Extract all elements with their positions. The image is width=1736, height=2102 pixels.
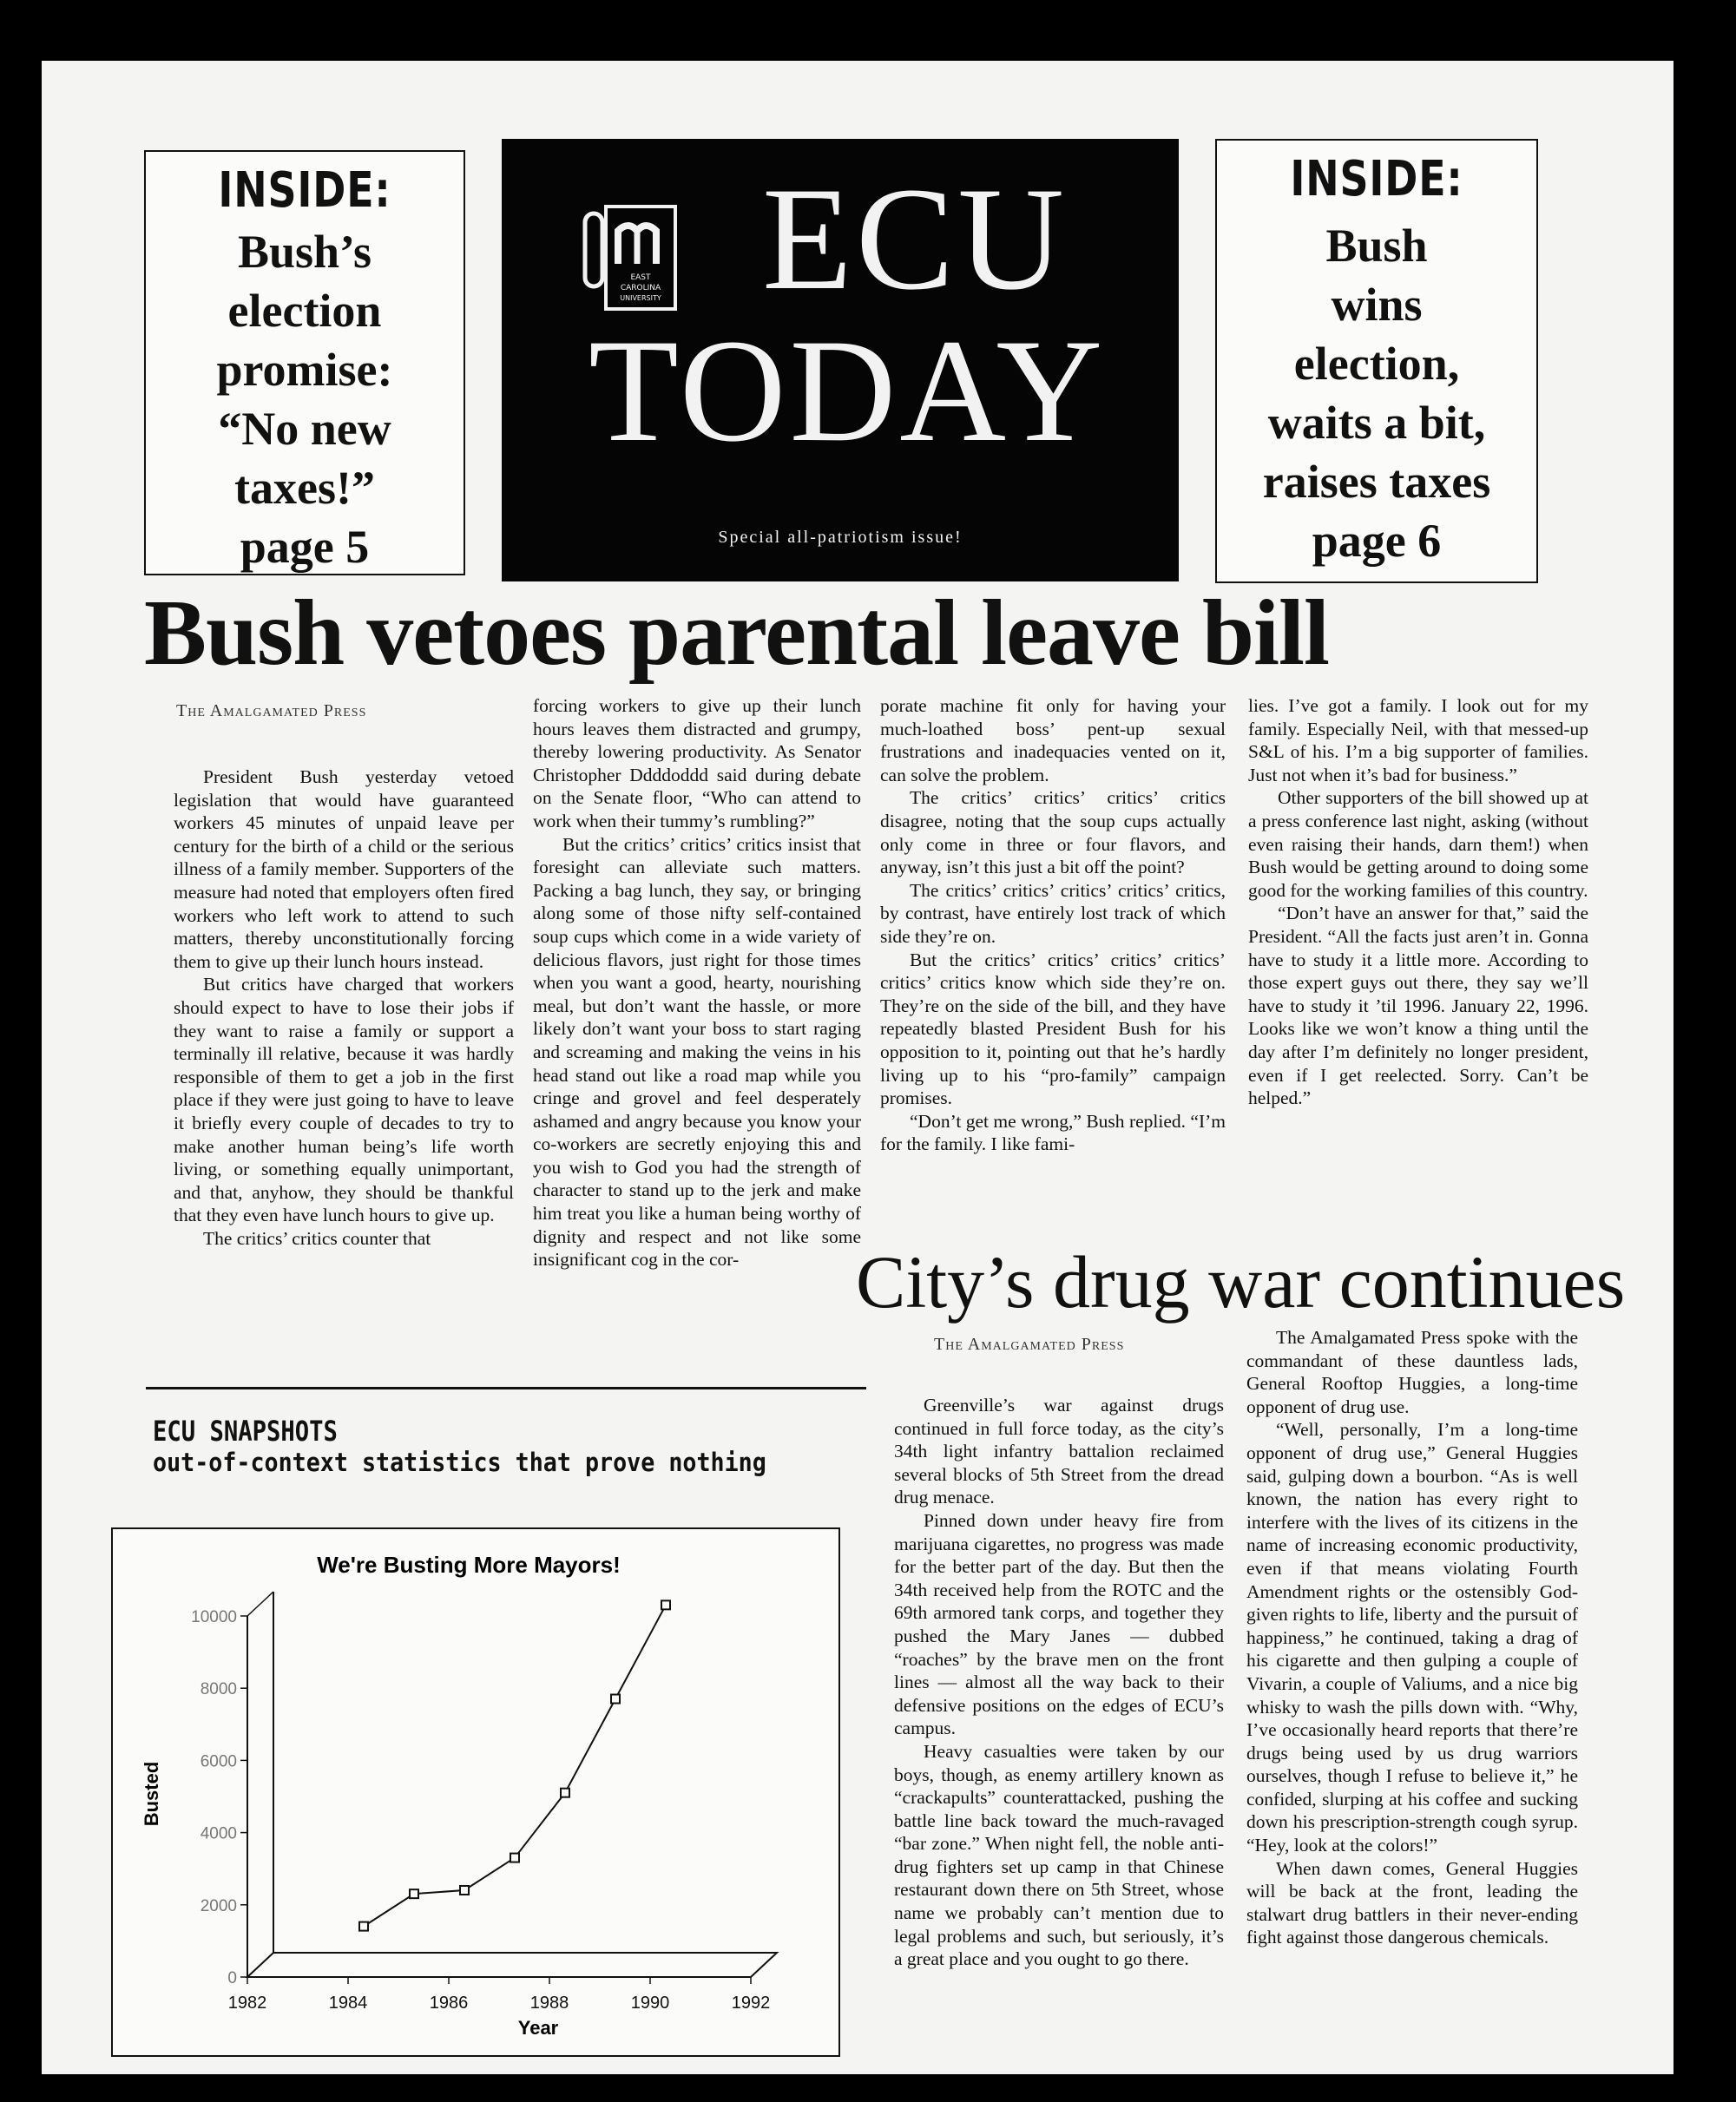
inside-label-left: INSIDE: [218, 162, 391, 219]
chart-x-axis-label: Year [517, 2017, 559, 2039]
paragraph: lies. I’ve got a family. I look out for my family. Especially Neil, with that messed-up S&L of his. I’m a big supporter of families. Just not when it’s bad for business.” [1248, 695, 1588, 785]
lead-story-column-2 [533, 694, 861, 1271]
paragraph: Heavy casualties were taken by our boys, though, as enemy artillery known as “crackapults” counterattacked, pushing the battle line back toward the much-ravaged “bar zone.” When night fell, the noble anti-drug fighters set up camp in that Chinese restaurant down there on 5th Street, whose name we probably can’t mention due to legal problems and such, but seriously, it’s a great place and you ought to go there. [894, 1740, 1224, 1970]
masthead [502, 139, 1179, 581]
inside-box-right [1215, 139, 1538, 583]
snapshots-title: ECU SNAPSHOTS [153, 1415, 338, 1448]
chart-y-tick-label: 0 [227, 1969, 237, 1987]
ecu-logo [580, 201, 682, 314]
chart-series [359, 1600, 670, 1930]
teaser-line: Bush [1325, 220, 1428, 272]
paragraph: Pinned down under heavy fire from marijuana cigarettes, no progress was made for the better part of the day. But then the 34th received help from the ROTC and the 69th armored tank corps, and together they pushed the Mary Janes — dubbed “roaches” by the brave men on the front lines — almost all the way back to their defensive positions on the edges of ECU’s campus. [894, 1509, 1224, 1739]
teaser-line: page 6 [1312, 515, 1442, 567]
chart-y-tick-label: 4000 [200, 1824, 237, 1843]
chart-y-axis-label: Busted [141, 1761, 162, 1827]
teaser-line: raises taxes [1262, 456, 1491, 508]
teaser-line: promise: [216, 344, 393, 396]
teaser-line: election, [1293, 338, 1460, 390]
chart-title: We're Busting More Mayors! [317, 1552, 621, 1578]
chart-floor [247, 1953, 777, 1977]
chart-data-point [611, 1695, 620, 1704]
chart-data-point [359, 1922, 368, 1931]
paragraph: President Bush yesterday vetoed legislation that would have guaranteed workers 45 minutes of unpaid leave per century for the birth of a child or the serious illness of a family member. Supporters of the measure had noted that employers often fired workers who left work to attend to such matters, thereby unconstitutionally forcing them to give up their lunch hours instead. [174, 766, 514, 972]
mayors-chart [113, 1529, 838, 2055]
lead-story-column-3 [880, 694, 1226, 1156]
paragraph: But the critics’ critics’ critics’ critics’ critics’ critics know which side they’re on. They’re on the side of the bill, and they have repeatedly blasted President Bush for his opposition to it, pointing out that he’s hardly living up to his “pro-family” campaign promises. [880, 949, 1226, 1109]
masthead-title-ecu: ECU [762, 157, 1068, 320]
paragraph: forcing workers to give up their lunch hours leaves them distracted and grumpy, thereby lowering productivity. As Senator Christopher Ddddoddd said during debate on the Senate floor, “Who can attend to work when their tummy’s rumbling?” [533, 695, 861, 831]
chart-data-point [661, 1600, 670, 1609]
paragraph: The critics’ critics’ critics’ critics disagree, noting that the soup cups actually only come in three or four flavors, and anyway, isn’t this just a bit off the point? [880, 787, 1226, 878]
paragraph: “Don’t get me wrong,” Bush replied. “I’m for the family. I like fami- [880, 1110, 1226, 1155]
chart-x-tick-label: 1986 [429, 1994, 469, 2013]
inside-teaser-left [146, 222, 464, 576]
snapshots-subtitle: out-of-context statistics that prove nothing [153, 1448, 766, 1477]
chart-back-wall [273, 1592, 777, 1953]
paragraph: The Amalgamated Press spoke with the commandant of these dauntless lads, General Rooftop Huggies, a long-time opponent of drug use. [1246, 1327, 1578, 1417]
teaser-line: taxes!” [234, 462, 375, 514]
paragraph: When dawn comes, General Huggies will be back at the front, leading the stalwart drug battlers in their never-ending fight against those dangerous chemicals. [1246, 1857, 1578, 1948]
lead-byline: The Amalgamated Press [176, 701, 367, 720]
paragraph: The critics’ critics counter that [203, 1227, 431, 1249]
teaser-line: page 5 [240, 521, 370, 573]
paragraph: Greenville’s war against drugs continued in full force today, as the city’s 34th light infantry battalion reclaimed several blocks of 5th Street from the dread drug menace. [894, 1395, 1224, 1508]
drug-war-byline: The Amalgamated Press [934, 1335, 1125, 1354]
inside-label-right: INSIDE: [1290, 151, 1463, 207]
chart-data-point [561, 1789, 569, 1797]
teaser-line: election [227, 285, 382, 337]
paragraph: Other supporters of the bill showed up at a press conference last night, asking (without even raising their hands, darn them!) when Bush would be getting around to doing some good for the working families of this country. [1248, 787, 1588, 901]
teaser-line: waits a bit, [1267, 397, 1486, 449]
chart-series-line [364, 1605, 666, 1926]
masthead-tagline: Special all-patriotism issue! [718, 528, 963, 547]
chart-y-tick-label: 8000 [200, 1680, 237, 1699]
chart-axes [247, 1592, 777, 1977]
masthead-title-today: TODAY [589, 309, 1107, 472]
paragraph: “Well, personally, I’m a long-time opponent of drug use,” General Huggies said, gulping down a bourbon. “As is well known, the nation has every right to interfere with the lives of its citizens in the name of increasing economic productivity, even if that means violating Fourth Amendment rights or the ostensibly God-given rights to life, liberty and the pursuit of happiness,” he continued, taking a drag of his cigarette and then gulping a couple of Vivarin, a couple of Valiums, and a nice big whisky to wash the pills down with. “Why, I’ve occasionally heard reports that there’re drugs being used by us drug warriors ourselves, though I refuse to believe it,” he confided, slurping at his coffee and sucking down his prescription-strength cough syrup. “Hey, look at the colors!” [1246, 1419, 1578, 1856]
logo-text-east: EAST [630, 273, 651, 282]
drug-war-column-2 [1246, 1326, 1578, 1949]
inside-teaser-right [1217, 216, 1536, 570]
logo-text-carolina: CAROLINA [620, 284, 661, 292]
section-divider [146, 1387, 866, 1389]
chart-x-tick-label: 1982 [227, 1994, 267, 2013]
chart-x-tick-label: 1984 [328, 1994, 368, 2013]
drug-war-headline: City’s drug war continues [856, 1240, 1626, 1324]
newspaper-page [42, 61, 1674, 2074]
chart-data-point [510, 1854, 519, 1862]
drug-war-column-1 [894, 1394, 1224, 1971]
chart-y-tick-label: 2000 [200, 1896, 237, 1915]
paragraph: The critics’ critics’ critics’ critics’ critics, by contrast, have entirely lost track of which side they’re on. [880, 879, 1226, 947]
snapshots-title-block [153, 1415, 819, 1477]
chart-x-tick-label: 1988 [529, 1994, 569, 2013]
paragraph: “Don’t have an answer for that,” said the President. “All the facts just aren’t in. Gonna have to study it a little more. According to those expert guys out there, they say we’ll have to study it ’til 1996. January 22, 1996. Looks like we won’t know a thing until the day after I’m definitely no longer president, even if I get reelected. Sorry. Can’t be helped.” [1248, 903, 1588, 1109]
chart-y-tick-label: 6000 [200, 1752, 237, 1771]
lead-story-column-1 [174, 765, 514, 1250]
chart-x-tick-label: 1992 [731, 1994, 771, 2013]
paragraph: porate machine fit only for having your much-loathed boss’ pent-up sexual frustrations and inadequacies vented on it, can solve the problem. [880, 695, 1226, 785]
teaser-line: wins [1331, 279, 1423, 331]
logo-text-university: UNIVERSITY [620, 294, 661, 302]
lead-story-column-4 [1248, 694, 1588, 1110]
chart-depth-edge [247, 1592, 273, 1616]
chart-data-point [410, 1889, 418, 1898]
chart-data-point [460, 1886, 469, 1895]
teaser-line: “No new [218, 403, 391, 455]
paragraph: But critics have charged that workers should expect to have to lose their jobs if they want to raise a family or support a terminally ill relative, because it was hardly responsible of them to get a job in the first place if they were just going to have to leave it briefly every couple of decades to try to make another human being’s life worth living, or something equally unimportant, and that, anyhow, they should be thankful that they even have lunch hours to give up. [174, 974, 514, 1226]
chart-frame [111, 1527, 840, 2057]
teaser-line: Bush’s [237, 226, 372, 278]
inside-box-left [144, 150, 465, 575]
paragraph: But the critics’ critics’ critics insist that foresight can alleviate such matters. Packing a bag lunch, they say, or bringing along some of those nifty self-contained soup cups which come in a wide variety of delicious flavors, just right for those times when you want a good, hearty, nourishing meal, but don’t want the hassle, or more likely don’t want your boss to start raging and screaming and making the veins in his head stand out like a road map while you cringe and grovel and feel desperately ashamed and angry because you know your co-workers are secretly enjoying this and you wish to God you had the strength of character to stand up to the jerk and make him treat you like a human being worthy of dignity and respect and not like some insignificant cog in the cor- [533, 833, 861, 1271]
chart-x-tick-label: 1990 [630, 1994, 670, 2013]
lead-headline: Bush vetoes parental leave bill [144, 581, 1330, 685]
chart-y-tick-label: 10000 [191, 1608, 237, 1626]
